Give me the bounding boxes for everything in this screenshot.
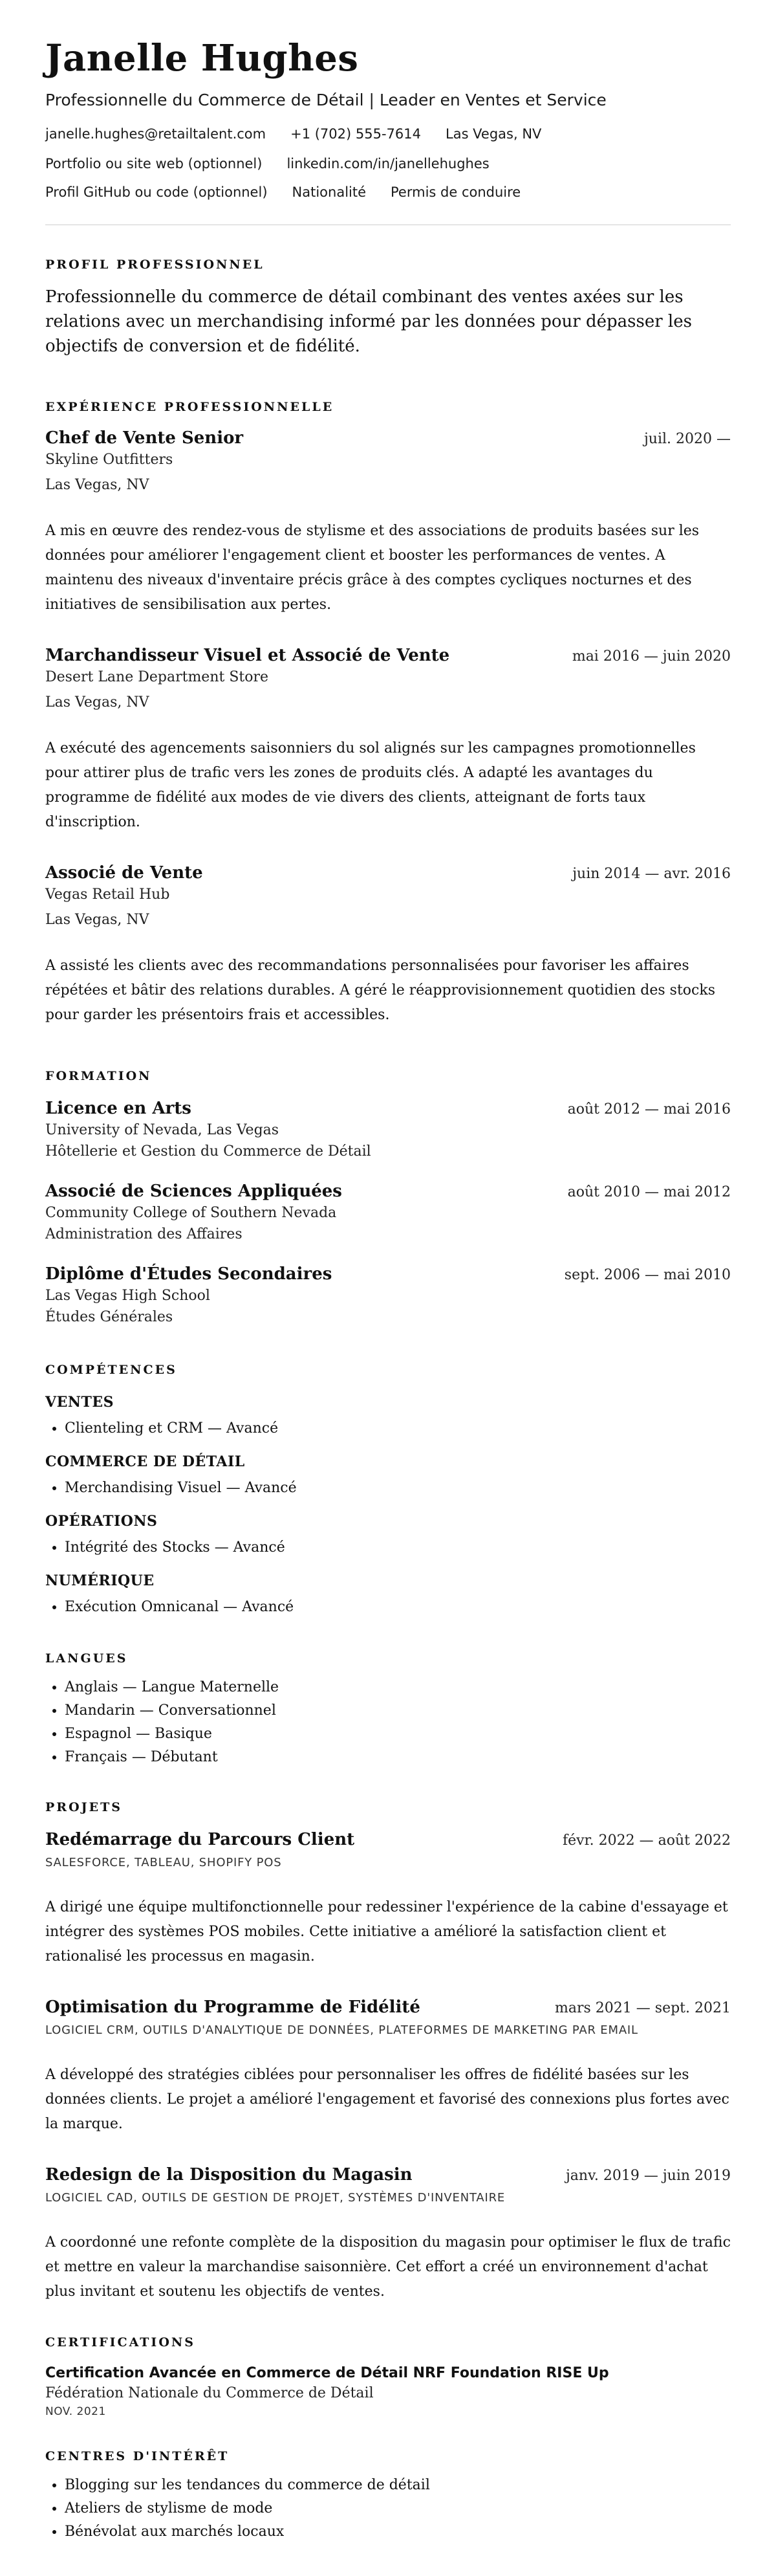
job-company: Desert Lane Department Store bbox=[45, 668, 269, 685]
school-name: University of Nevada, Las Vegas bbox=[45, 1121, 279, 1138]
job-description: A exécuté des agencements saisonniers du sol alignés sur les campagnes promotionnelles pour attirer plus de trafic vers les zones de produits clés. A adapté les avantages du programme de fidélité aux modes de vie divers des clients, atteignant de forts taux d'inscription. bbox=[45, 740, 696, 830]
profile-section bbox=[45, 258, 731, 358]
contact-portfolio[interactable]: Portfolio ou site web (optionnel) bbox=[45, 155, 263, 171]
job-company: Vegas Retail Hub bbox=[45, 886, 170, 903]
job-company: Skyline Outfitters bbox=[45, 451, 173, 468]
job-title: Associé de Vente bbox=[45, 863, 203, 883]
project-name: Redémarrage du Parcours Client bbox=[45, 1829, 355, 1849]
contact-nationality: Nationalité bbox=[292, 184, 367, 200]
candidate-headline: Professionnelle du Commerce de Détail | Leader en Ventes et Service bbox=[45, 90, 607, 109]
certification-entry bbox=[45, 2365, 731, 2418]
certifications-section bbox=[45, 2335, 731, 2418]
skill-category bbox=[45, 1453, 731, 1500]
project-technologies: LOGICIEL CRM, OUTILS D'ANALYTIQUE DE DONNÉES, PLATEFORMES DE MARKETING PAR EMAIL bbox=[45, 2023, 638, 2037]
job-dates: mai 2016 — juin 2020 bbox=[572, 648, 731, 665]
profile-summary: Professionnelle du commerce de détail combinant des ventes axées sur les relations avec un merchandising informé par les données pour dépasser les objectifs de conversion et de fidélité. bbox=[45, 287, 692, 356]
certification-name: Certification Avancée en Commerce de Détail NRF Foundation RISE Up bbox=[45, 2364, 609, 2381]
education-entry bbox=[45, 1264, 731, 1325]
school-name: Las Vegas High School bbox=[45, 1287, 210, 1304]
skill-category bbox=[45, 1513, 731, 1559]
language-item: • Anglais — Langue Maternelle bbox=[65, 1676, 731, 1699]
projects-section bbox=[45, 1800, 731, 2304]
section-title-experience: EXPÉRIENCE PROFESSIONNELLE bbox=[45, 399, 334, 414]
interest-item: • Ateliers de stylisme de mode bbox=[65, 2497, 731, 2520]
section-title-education: FORMATION bbox=[45, 1068, 152, 1083]
skills-section bbox=[45, 1363, 731, 1619]
section-title-projects: PROJETS bbox=[45, 1800, 122, 1814]
language-item: • Espagnol — Basique bbox=[65, 1723, 731, 1746]
job-description: A assisté les clients avec des recommandations personnalisées pour favoriser les affaires répétées et bâtir des relations durables. A géré le réapprovisionnement quotidien des stocks pour garder les présentoirs frais et accessibles. bbox=[45, 957, 715, 1023]
field-of-study: Administration des Affaires bbox=[45, 1226, 242, 1242]
experience-entry bbox=[45, 863, 731, 1028]
project-entry bbox=[45, 1830, 731, 1969]
degree-title: Associé de Sciences Appliquées bbox=[45, 1181, 342, 1201]
certification-issuer: Fédération Nationale du Commerce de Détail bbox=[45, 2384, 374, 2401]
experience-entry bbox=[45, 646, 731, 835]
project-entry bbox=[45, 1998, 731, 2137]
section-title-profile: PROFIL PROFESSIONNEL bbox=[45, 257, 264, 272]
interest-item: • Bénévolat aux marchés locaux bbox=[65, 2520, 731, 2544]
section-title-interests: CENTRES D'INTÉRÊT bbox=[45, 2449, 230, 2463]
degree-title: Diplôme d'Études Secondaires bbox=[45, 1264, 332, 1284]
job-location: Las Vegas, NV bbox=[45, 694, 149, 710]
job-location: Las Vegas, NV bbox=[45, 911, 149, 928]
interests-section bbox=[45, 2449, 731, 2544]
candidate-name: Janelle Hughes bbox=[45, 37, 359, 80]
job-description: A mis en œuvre des rendez-vous de stylisme et des associations de produits basées sur les données pour améliorer l'engagement client et booster les performances de ventes. A maintenu des niveaux d'inventaire précis grâce à des comptes cycliques nocturnes et des initiatives de sensibilisation aux pertes. bbox=[45, 522, 700, 613]
skill-item: • Clienteling et CRM — Avancé bbox=[65, 1417, 731, 1440]
skill-item: • Exécution Omnicanal — Avancé bbox=[65, 1596, 731, 1619]
interests-list bbox=[45, 2474, 731, 2544]
school-name: Community College of Southern Nevada bbox=[45, 1204, 337, 1221]
project-technologies: LOGICIEL CAD, OUTILS DE GESTION DE PROJET, SYSTÈMES D'INVENTAIRE bbox=[45, 2190, 506, 2205]
job-location: Las Vegas, NV bbox=[45, 476, 149, 493]
job-title: Chef de Vente Senior bbox=[45, 428, 244, 448]
job-title: Marchandisseur Visuel et Associé de Vente bbox=[45, 645, 450, 665]
section-title-certifications: CERTIFICATIONS bbox=[45, 2335, 195, 2350]
skill-category-name: NUMÉRIQUE bbox=[45, 1572, 155, 1589]
certification-date: NOV. 2021 bbox=[45, 2405, 106, 2418]
degree-title: Licence en Arts bbox=[45, 1098, 191, 1118]
contact-phone[interactable]: +1 (702) 555-7614 bbox=[290, 126, 421, 142]
contact-row-3 bbox=[45, 184, 731, 200]
experience-section bbox=[45, 400, 731, 1028]
project-technologies: SALESFORCE, TABLEAU, SHOPIFY POS bbox=[45, 1855, 282, 1869]
contact-license: Permis de conduire bbox=[391, 184, 521, 200]
education-dates: août 2010 — mai 2012 bbox=[567, 1183, 731, 1200]
job-dates: juin 2014 — avr. 2016 bbox=[572, 865, 731, 882]
field-of-study: Hôtellerie et Gestion du Commerce de Détail bbox=[45, 1143, 371, 1160]
contact-location: Las Vegas, NV bbox=[446, 126, 542, 142]
project-dates: févr. 2022 — août 2022 bbox=[562, 1832, 731, 1849]
project-name: Redesign de la Disposition du Magasin bbox=[45, 2164, 413, 2185]
project-dates: mars 2021 — sept. 2021 bbox=[555, 1999, 731, 2016]
experience-entry bbox=[45, 428, 731, 617]
skill-item: • Merchandising Visuel — Avancé bbox=[65, 1477, 731, 1500]
project-description: A dirigé une équipe multifonctionnelle pour redessiner l'expérience de la cabine d'essayage et intégrer des systèmes POS mobiles. Cette initiative a amélioré la satisfaction client et rationalisé les processus en magasin. bbox=[45, 1899, 728, 1965]
education-entry bbox=[45, 1099, 731, 1160]
education-section bbox=[45, 1069, 731, 1325]
project-description: A coordonné une refonte complète de la disposition du magasin pour optimiser le flux de trafic et mettre en valeur la marchandise saisonnière. Cet effort a créé un environnement d'achat plus invitant et soutenu les objectifs de ventes. bbox=[45, 2234, 731, 2300]
skill-category bbox=[45, 1572, 731, 1619]
project-dates: janv. 2019 — juin 2019 bbox=[565, 2167, 731, 2184]
skill-category-name: OPÉRATIONS bbox=[45, 1512, 158, 1530]
project-description: A développé des stratégies ciblées pour personnaliser les offres de fidélité basées sur les données clients. Le projet a amélioré l'engagement et favorisé des connexions plus fortes avec la marque. bbox=[45, 2066, 729, 2132]
interest-item: • Blogging sur les tendances du commerce de détail bbox=[65, 2474, 731, 2497]
contact-email[interactable]: janelle.hughes@retailtalent.com bbox=[45, 126, 266, 142]
contact-linkedin[interactable]: linkedin.com/in/janellehughes bbox=[286, 155, 490, 171]
languages-section bbox=[45, 1651, 731, 1769]
education-dates: août 2012 — mai 2016 bbox=[567, 1101, 731, 1117]
language-item: • Mandarin — Conversationnel bbox=[65, 1699, 731, 1723]
project-entry bbox=[45, 2165, 731, 2304]
language-item: • Français — Débutant bbox=[65, 1746, 731, 1769]
contact-row-1 bbox=[45, 126, 731, 142]
skill-category-name: VENTES bbox=[45, 1393, 114, 1411]
field-of-study: Études Générales bbox=[45, 1308, 173, 1325]
skill-item: • Intégrité des Stocks — Avancé bbox=[65, 1536, 731, 1559]
education-dates: sept. 2006 — mai 2010 bbox=[564, 1266, 731, 1283]
section-title-languages: LANGUES bbox=[45, 1651, 128, 1666]
section-title-skills: COMPÉTENCES bbox=[45, 1362, 177, 1377]
contact-github[interactable]: Profil GitHub ou code (optionnel) bbox=[45, 184, 268, 200]
job-dates: juil. 2020 — bbox=[643, 430, 731, 447]
project-name: Optimisation du Programme de Fidélité bbox=[45, 1997, 420, 2017]
contact-row-2 bbox=[45, 156, 731, 171]
skill-category bbox=[45, 1394, 731, 1440]
languages-list bbox=[45, 1676, 731, 1769]
skill-category-name: COMMERCE DE DÉTAIL bbox=[45, 1453, 245, 1470]
education-entry bbox=[45, 1182, 731, 1242]
